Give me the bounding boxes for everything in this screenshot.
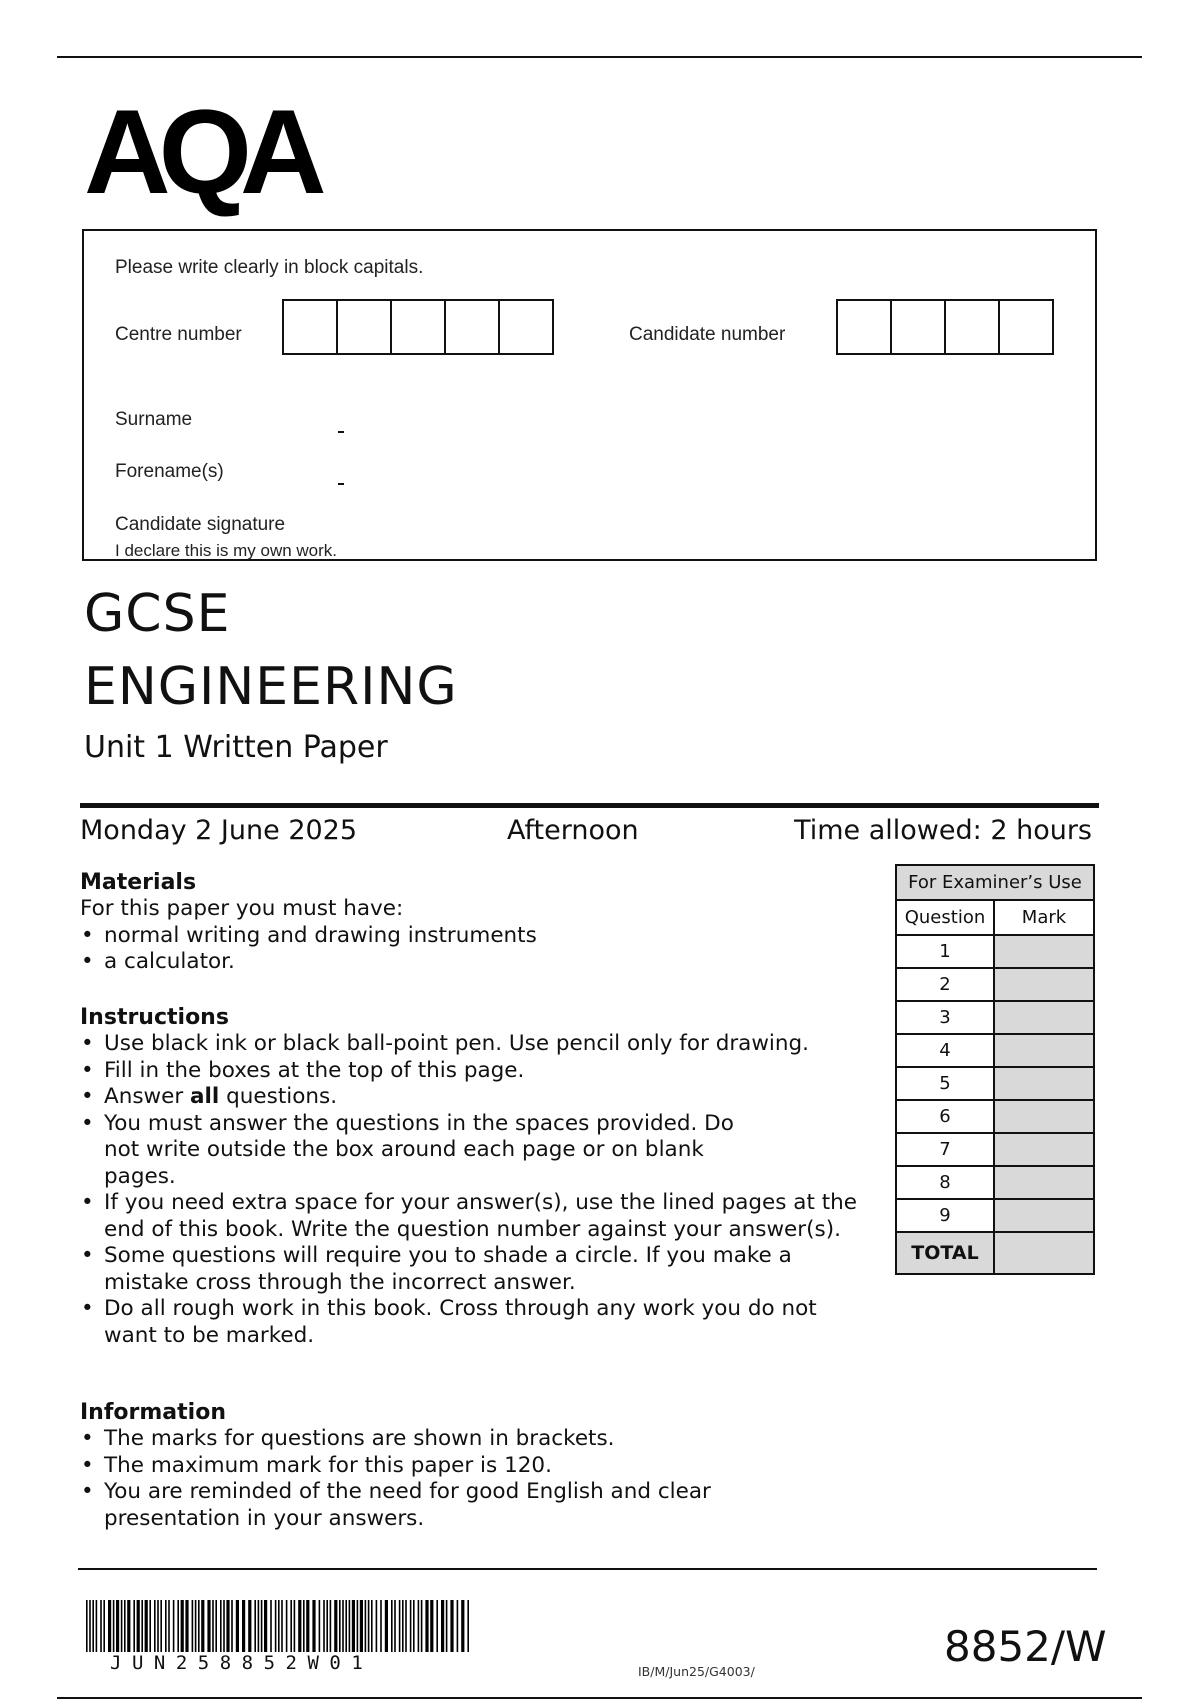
mark-cell[interactable]: [994, 1166, 1094, 1199]
candidate-number-cell[interactable]: [836, 299, 892, 355]
centre-number-cell[interactable]: [336, 299, 392, 355]
materials-heading: Materials: [80, 870, 197, 895]
table-row: [896, 1166, 1094, 1199]
table-row: [896, 1034, 1094, 1067]
mark-cell[interactable]: [994, 935, 1094, 968]
examiner-rows: [896, 935, 1094, 1232]
instructions-section: [80, 1005, 860, 1349]
information-heading: Information: [80, 1400, 226, 1425]
mark-cell[interactable]: [994, 1034, 1094, 1067]
question-number: 4: [896, 1034, 994, 1067]
block-capitals-instruction: Please write clearly in block capitals.: [115, 257, 424, 278]
question-number: 6: [896, 1100, 994, 1133]
mark-column-header: Mark: [994, 900, 1094, 935]
centre-number-cell[interactable]: [444, 299, 500, 355]
table-row: [896, 1100, 1094, 1133]
mark-cell[interactable]: [994, 1133, 1094, 1166]
aqa-logo: AQA: [84, 85, 315, 219]
candidate-number-label: Candidate number: [629, 324, 786, 345]
surname-field[interactable]: [338, 431, 344, 433]
table-row: [896, 1001, 1094, 1034]
table-row: [896, 1067, 1094, 1100]
information-list: [80, 1426, 780, 1532]
centre-number-cell[interactable]: [498, 299, 554, 355]
mark-cell[interactable]: [994, 1100, 1094, 1133]
question-number: 1: [896, 935, 994, 968]
paper-code: 8852/W: [944, 1622, 1107, 1671]
top-rule: [57, 56, 1142, 58]
candidate-number-cell[interactable]: [890, 299, 946, 355]
mark-cell[interactable]: [994, 1199, 1094, 1232]
candidate-number-cell[interactable]: [944, 299, 1000, 355]
list-item: • a calculator.: [80, 949, 870, 976]
list-item: • Fill in the boxes at the top of this page.: [80, 1058, 860, 1085]
question-number: 3: [896, 1001, 994, 1034]
question-number: 2: [896, 968, 994, 1001]
table-row: [896, 935, 1094, 968]
examiner-use-table: [895, 864, 1095, 1275]
forenames-field[interactable]: [338, 483, 344, 485]
table-row: [896, 1199, 1094, 1232]
centre-number-cell[interactable]: [390, 299, 446, 355]
question-number: 7: [896, 1133, 994, 1166]
list-item: • normal writing and drawing instruments: [80, 923, 870, 950]
time-allowed: Time allowed: 2 hours: [794, 815, 1092, 846]
question-number: 9: [896, 1199, 994, 1232]
subject-title: ENGINEERING: [84, 657, 458, 717]
footer-rule: [78, 1568, 1097, 1570]
bottom-rule: [57, 1697, 1142, 1699]
session-rule: [80, 803, 1099, 808]
mark-cell[interactable]: [994, 1067, 1094, 1100]
signature-label: Candidate signature: [115, 514, 286, 535]
centre-number-boxes[interactable]: [282, 299, 554, 355]
information-section: [80, 1400, 780, 1532]
barcode: [86, 1600, 470, 1652]
barcode-text: JUN258852W01: [110, 1652, 374, 1674]
total-mark-cell[interactable]: [994, 1232, 1094, 1274]
total-label: TOTAL: [896, 1232, 994, 1274]
exam-date: Monday 2 June 2025: [80, 815, 358, 846]
candidate-details-box: [82, 229, 1097, 561]
candidate-number-boxes[interactable]: [836, 299, 1054, 355]
list-item: • You must answer the questions in the spaces provided. Do not write outside the box around each page or on blank pages.: [80, 1111, 860, 1191]
question-number: 8: [896, 1166, 994, 1199]
materials-intro: For this paper you must have:: [80, 896, 404, 921]
centre-number-cell[interactable]: [282, 299, 338, 355]
materials-list: [80, 923, 870, 976]
question-number: 5: [896, 1067, 994, 1100]
centre-number-label: Centre number: [115, 324, 242, 345]
list-item: • The maximum mark for this paper is 120.: [80, 1453, 780, 1480]
list-item: • If you need extra space for your answer(s), use the lined pages at the end of this book. Write the question number against your answer(s).: [80, 1190, 860, 1243]
instructions-heading: Instructions: [80, 1005, 229, 1030]
candidate-number-cell[interactable]: [998, 299, 1054, 355]
list-item: • Some questions will require you to shade a circle. If you make a mistake cross through the incorrect answer.: [80, 1243, 860, 1296]
paper-reference: IB/M/Jun25/G4003/: [638, 1664, 755, 1679]
instructions-list: [80, 1031, 860, 1349]
qualification-title: GCSE: [84, 584, 231, 644]
examiner-table-heading: For Examiner’s Use: [896, 865, 1094, 900]
mark-cell[interactable]: [994, 1001, 1094, 1034]
list-item: • Answer all questions.: [80, 1084, 860, 1111]
unit-title: Unit 1 Written Paper: [84, 730, 388, 765]
forenames-label: Forename(s): [115, 461, 224, 482]
table-row: [896, 1133, 1094, 1166]
list-item: • The marks for questions are shown in brackets.: [80, 1426, 780, 1453]
list-item: • Use black ink or black ball-point pen. Use pencil only for drawing.: [80, 1031, 860, 1058]
surname-label: Surname: [115, 409, 193, 430]
list-item: • You are reminded of the need for good English and clear presentation in your answers.: [80, 1479, 780, 1532]
materials-section: [80, 870, 870, 976]
question-column-header: Question: [896, 900, 994, 935]
list-item: • Do all rough work in this book. Cross through any work you do not want to be marked.: [80, 1296, 860, 1349]
mark-cell[interactable]: [994, 968, 1094, 1001]
table-row: [896, 968, 1094, 1001]
exam-session: Afternoon: [507, 815, 639, 846]
declaration-text: I declare this is my own work.: [115, 541, 338, 560]
